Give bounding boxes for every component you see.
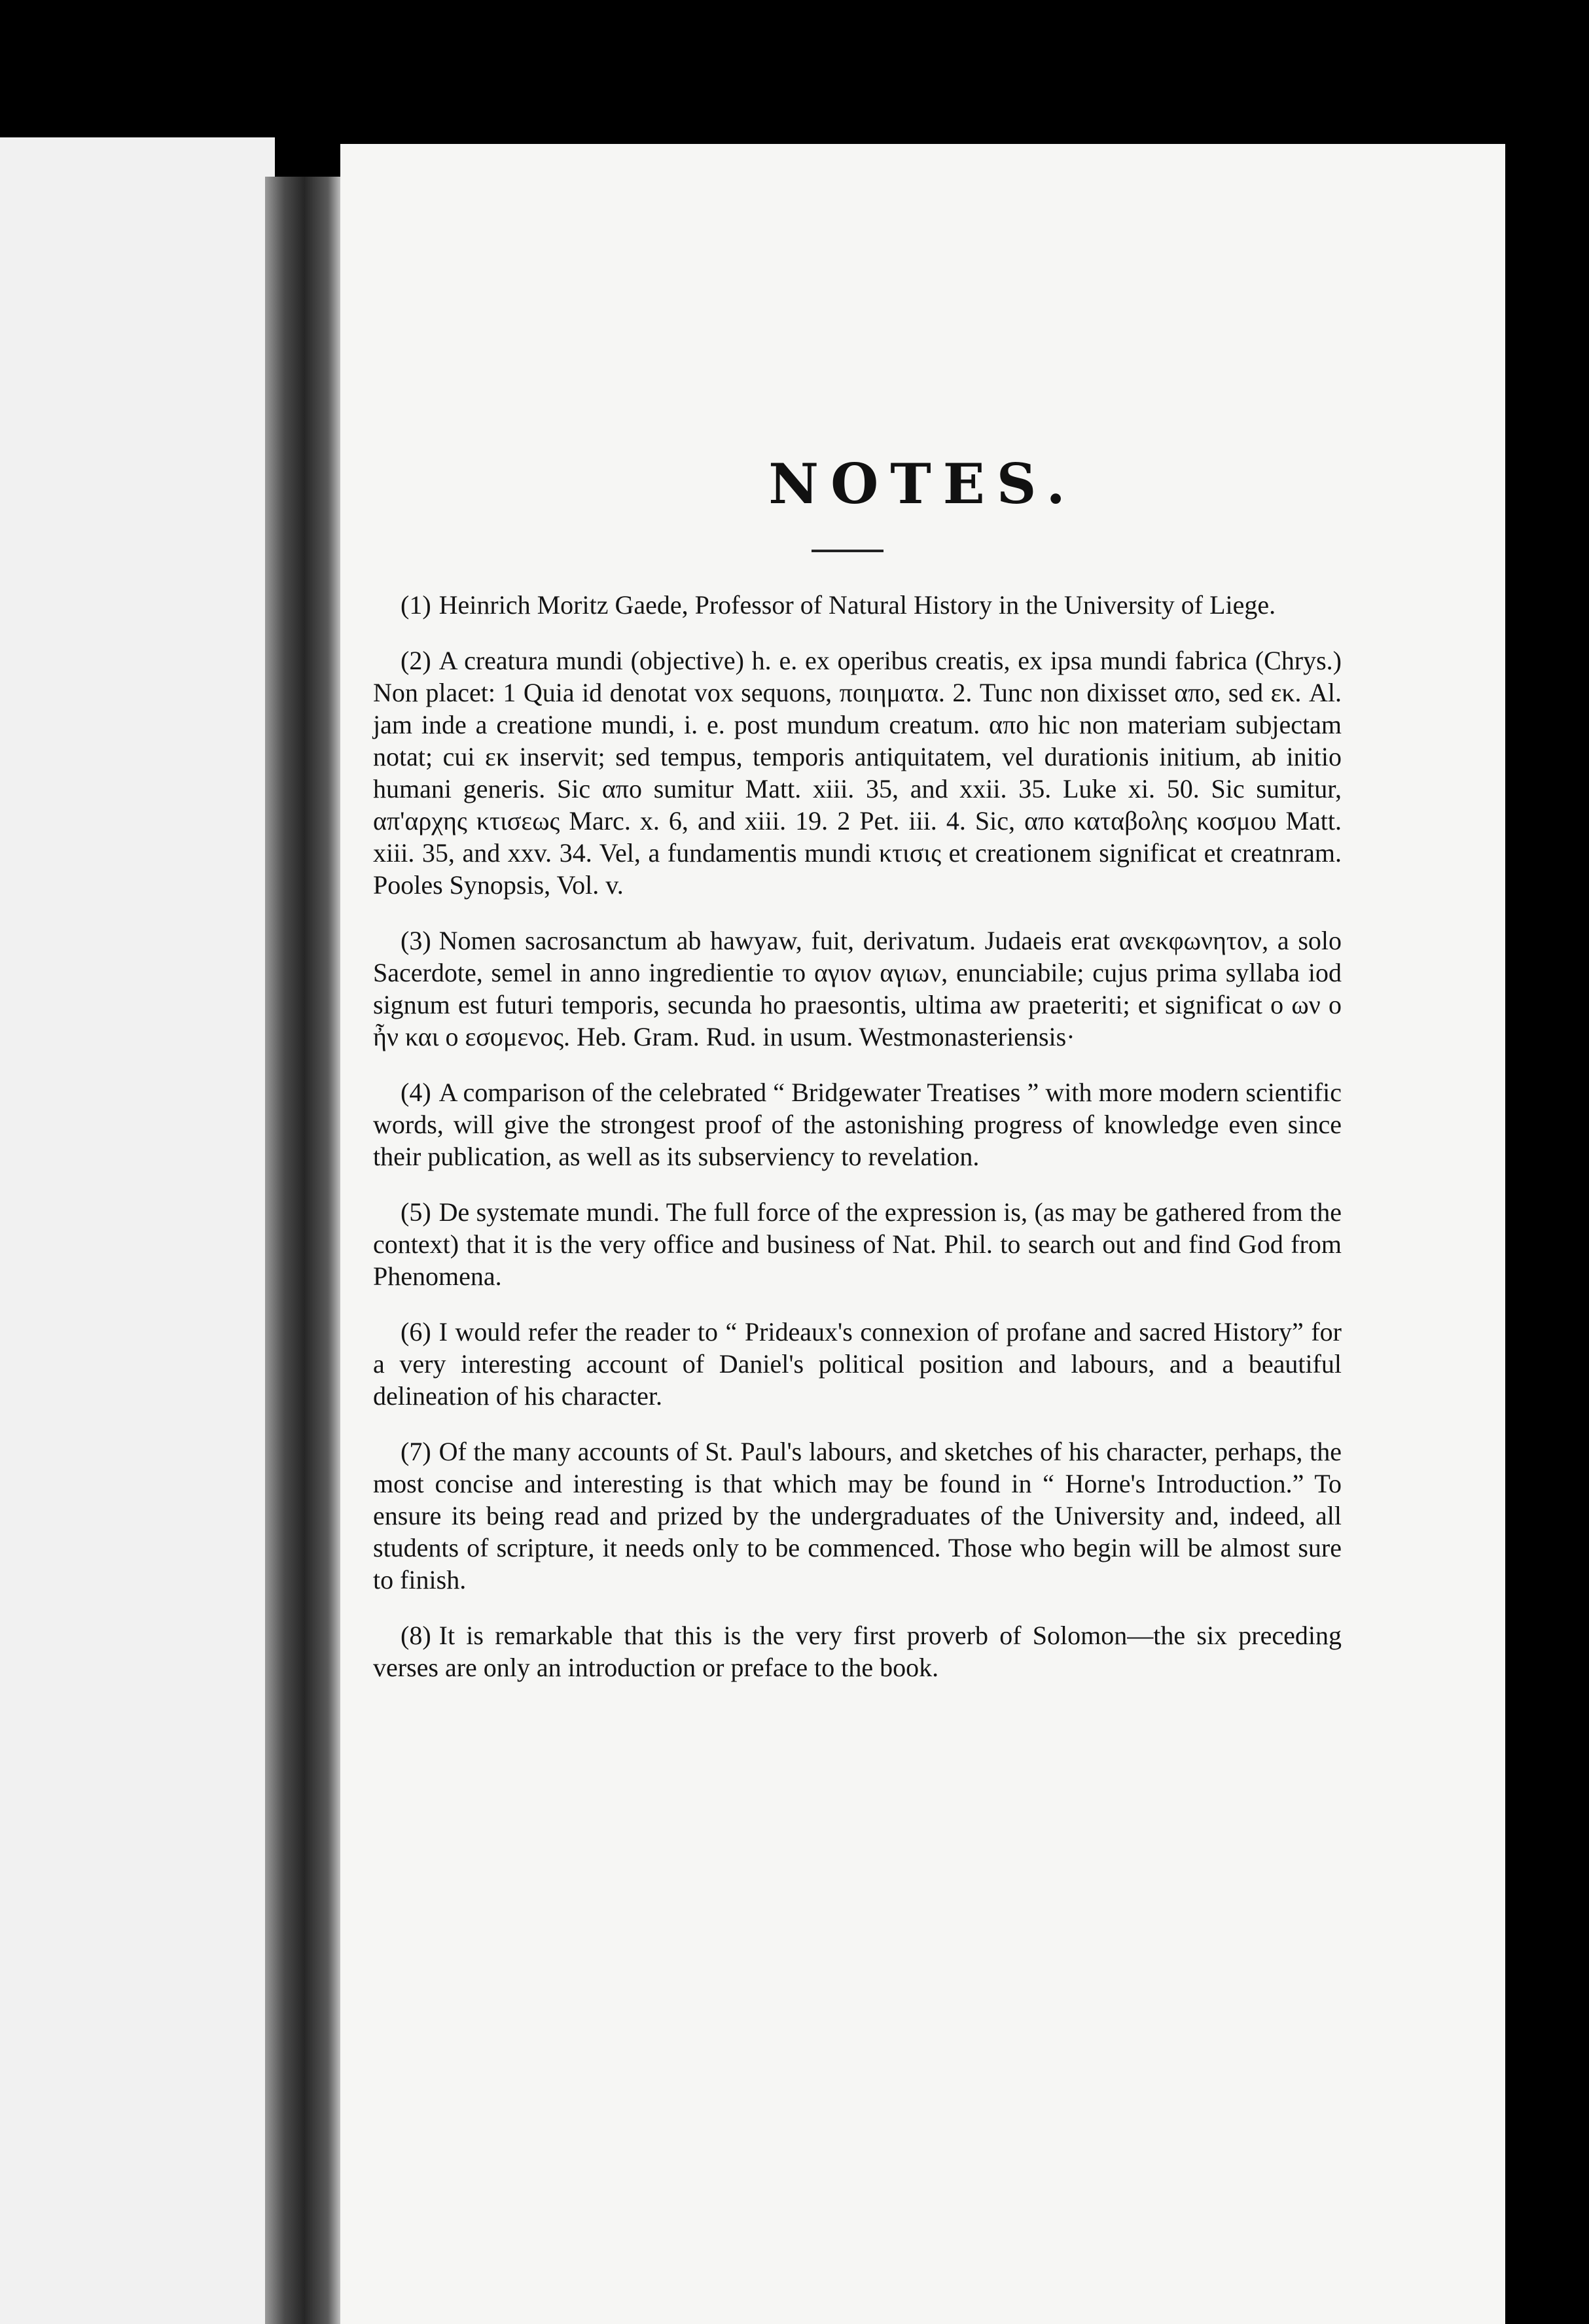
note-8 — [373, 1619, 1342, 1683]
left-facing-page — [0, 137, 275, 2324]
title-rule — [812, 550, 884, 552]
notes-list — [373, 589, 1342, 1707]
note-text: Nomen sacrosanctum ab hawyaw, fuit, derivatum. Judaeis erat ανεκφωνητον, a solo Sacerdote, semel in anno ingredientie το αγιον αγιων, enunciabile; cujus prima syllaba iod signum est futuri temporis, secunda ho praesontis, ultima aw praeteriti; et significat ο ων ο ἦν και ο εσομενος. Heb. Gram. Rud. in usum. Westmonasteriensis· — [373, 926, 1342, 1051]
note-7 — [373, 1435, 1342, 1596]
note-number: (2) — [401, 646, 431, 675]
note-5 — [373, 1196, 1342, 1292]
note-text: A comparison of the celebrated “ Bridgewater Treatises ” with more modern scientific words, will give the strongest proof of the astonishing progress of knowledge even since their publication, as well as its subserviency to revelation. — [373, 1078, 1342, 1171]
note-text: I would refer the reader to “ Prideaux's connexion of profane and sacred History” for a very interesting account of Daniel's political position and labours, and a beautiful delineation of his character. — [373, 1317, 1342, 1411]
note-text: A creatura mundi (objective) h. e. ex operibus creatis, ex ipsa mundi fabrica (Chrys.) Non placet: 1 Quia id denotat vox sequons, ποιηματα. 2. Tunc non dixisset απο, sed εκ. Al. jam inde a creatione mundi, i. e. post mundum creatum. απο hic non materiam subjectam notat; cui εκ inservit; sed tempus, temporis antiquitatem, vel durationis initium, ab initio humani generis. Sic απο sumitur Matt. xiii. 35, and xxii. 35. Luke xi. 50. Sic sumitur, απ'αρχης κτισεως Marc. x. 6, and xiii. 19. 2 Pet. iii. 4. Sic, απο καταβολης κοσμου Matt. xiii. 35, and xxv. 34. Vel, a fundamentis mundi κτισις et creationem significat et creatnram. Pooles Synopsis, Vol. v. — [373, 646, 1342, 900]
note-number: (3) — [401, 926, 431, 955]
note-text: De systemate mundi. The full force of the expression is, (as may be gathered from the context) that it is the very office and business of Nat. Phil. to search out and find God from Phenomena. — [373, 1197, 1342, 1291]
notes-page — [340, 144, 1505, 2324]
page-title: NOTES. — [768, 451, 1077, 516]
note-1 — [373, 589, 1342, 621]
note-number: (1) — [401, 590, 431, 620]
note-2 — [373, 644, 1342, 901]
note-number: (7) — [401, 1437, 431, 1466]
note-3 — [373, 924, 1342, 1053]
book-gutter-shadow — [265, 177, 344, 2324]
note-text: Of the many accounts of St. Paul's labours, and sketches of his character, perhaps, the most concise and interesting is that which may be found in “ Horne's Introduction.” To ensure its being read and prized by the undergraduates of the University and, indeed, all students of scripture, it needs only to be commenced. Those who begin will be almost sure to finish. — [373, 1437, 1342, 1594]
note-number: (5) — [401, 1197, 431, 1227]
note-4 — [373, 1076, 1342, 1172]
note-text: It is remarkable that this is the very first proverb of Solomon—the six preceding verses are only an introduction or preface to the book. — [373, 1621, 1342, 1682]
note-number: (8) — [401, 1621, 431, 1650]
note-number: (4) — [401, 1078, 431, 1107]
note-text: Heinrich Moritz Gaede, Professor of Natural History in the University of Liege. — [438, 590, 1276, 620]
note-number: (6) — [401, 1317, 431, 1347]
note-6 — [373, 1316, 1342, 1412]
